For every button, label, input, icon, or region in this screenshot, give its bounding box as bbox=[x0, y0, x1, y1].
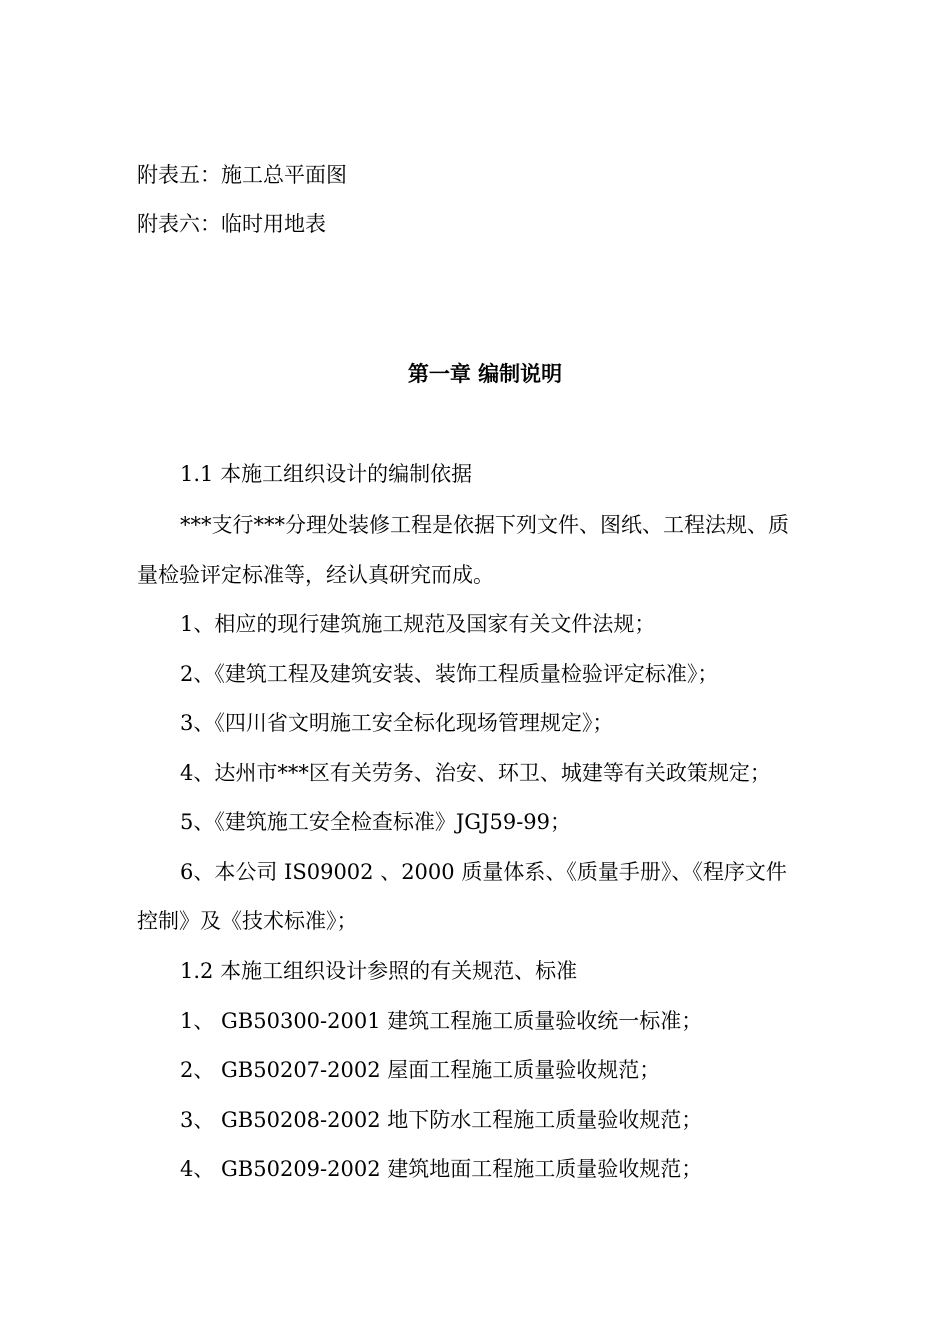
standard-item-2: 2、 GB50207-2002 屋面工程施工质量验收规范； bbox=[180, 1058, 661, 1082]
appendix-item-5: 附表五：施工总平面图 bbox=[137, 163, 347, 187]
chapter-title: 第一章 编制说明 bbox=[407, 361, 563, 386]
basis-item-1: 1、相应的现行建筑施工规范及国家有关文件法规； bbox=[180, 612, 656, 636]
basis-item-4: 4、达州市***区有关劳务、治安、环卫、城建等有关政策规定； bbox=[180, 761, 771, 785]
basis-item-6-line1: 6、本公司 IS09002 、2000 质量体系、《质量手册》、《程序文件 bbox=[180, 860, 787, 884]
basis-item-3: 3、《四川省文明施工安全标化现场管理规定》； bbox=[180, 711, 614, 735]
standard-item-4: 4、 GB50209-2002 建筑地面工程施工质量验收规范； bbox=[180, 1157, 703, 1181]
standard-item-3: 3、 GB50208-2002 地下防水工程施工质量验收规范； bbox=[180, 1108, 703, 1132]
basis-item-2: 2、《建筑工程及建筑安装、装饰工程质量检验评定标准》； bbox=[180, 662, 719, 686]
standard-item-1: 1、 GB50300-2001 建筑工程施工质量验收统一标准； bbox=[180, 1009, 703, 1033]
section-1-1-heading: 1.1 本施工组织设计的编制依据 bbox=[180, 462, 473, 486]
section-1-1-intro-line1: ***支行***分理处装修工程是依据下列文件、图纸、工程法规、质 bbox=[180, 513, 789, 537]
section-1-1-intro-line2: 量检验评定标准等，经认真研究而成。 bbox=[137, 563, 494, 587]
appendix-item-6: 附表六：临时用地表 bbox=[137, 212, 326, 236]
basis-item-6-line2: 控制》及《技术标准》； bbox=[137, 909, 358, 933]
section-1-2-heading: 1.2 本施工组织设计参照的有关规范、标准 bbox=[180, 959, 578, 983]
basis-item-5: 5、《建筑施工安全检查标准》JGJ59-99； bbox=[180, 810, 572, 834]
